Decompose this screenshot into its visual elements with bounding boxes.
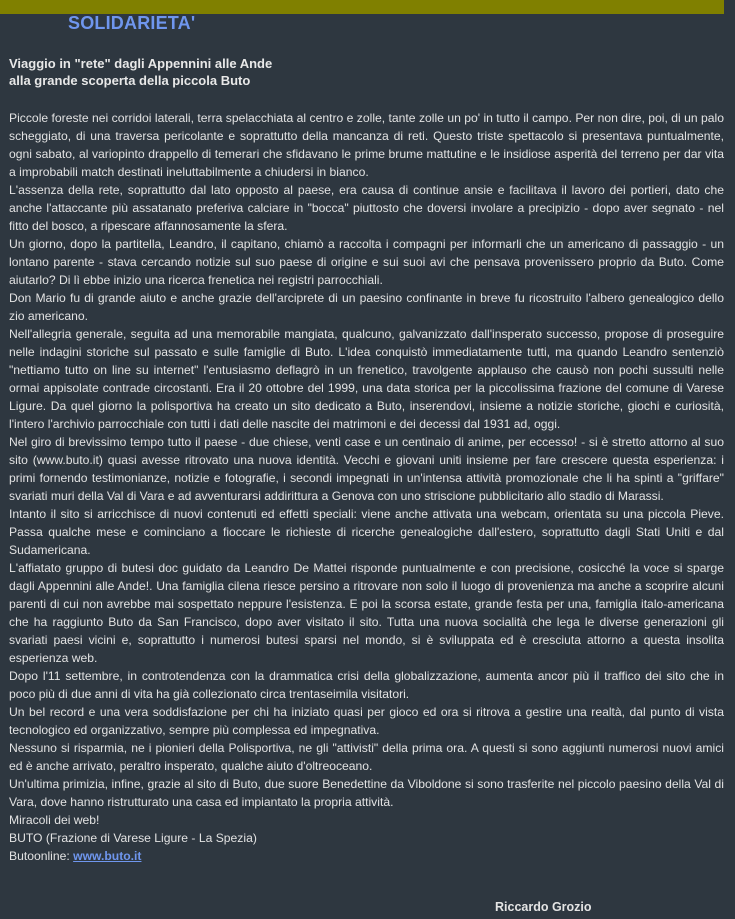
article-paragraph: Intanto il sito si arricchisce di nuovi contenuti ed effetti speciali: viene anche attivata una webcam, orientata su una piccola Pieve. Passa qualche mese e cominciano a fioccare le richieste di ricerche genealogiche dall'estero, soprattutto dagli Stati Uniti e dal Sudamericana.: [9, 507, 724, 557]
location-line: BUTO (Frazione di Varese Ligure - La Spezia): [9, 831, 257, 845]
article-paragraph: Nessuno si risparmia, ne i pionieri della Polisportiva, ne gli "attivisti" della prima ora. A questi si sono aggiunti numerosi nuovi amici ed è anche arrivato, peraltro insperato, qualche aiuto d'oltreoceano.: [9, 741, 724, 773]
online-line: [9, 847, 724, 865]
buto-website-link[interactable]: www.buto.it: [73, 849, 142, 863]
page-title: SOLIDARIETA': [68, 13, 196, 33]
article-paragraph: L'assenza della rete, soprattutto dal lato opposto al paese, era causa di continue ansie e facilitava il lavoro dei portieri, dato che anche l'attaccante più assatanato preferiva calciare in "bocca" piuttosto che doversi involare a precipizio - dopo aver segnato - nel fitto del bosco, a ripescare affannosamente la sfera.: [9, 183, 724, 233]
article-paragraph: Dopo l'11 settembre, in controtendenza con la drammatica crisi della globalizzazione, aumenta ancor più il traffico dei sito che in poco più di due anni di vita ha già collezionato circa trentaseimila visitatori.: [9, 669, 724, 701]
article-paragraph: Un'ultima primizia, infine, grazie al sito di Buto, due suore Benedettine da Viboldone si sono trasferite nel piccolo paesino della Val di Vara, dove hanno ristrutturato una casa ed impiantato la propria attività.: [9, 777, 724, 809]
closing-line: Miracoli dei web!: [9, 813, 100, 827]
header-bar: [0, 0, 724, 14]
online-label: Butoonline:: [9, 849, 74, 863]
author-name: Riccardo Grozio: [495, 900, 592, 914]
article-subtitle: [9, 55, 272, 89]
article-paragraph: Un bel record e una vera soddisfazione per chi ha iniziato quasi per gioco ed ora si ritrova a gestire una realtà, dal punto di vista tecnologico ed organizzativo, sempre più complessa ed impegnativa.: [9, 705, 724, 737]
article-paragraph: Piccole foreste nei corridoi laterali, terra spelacchiata al centro e zolle, tante zolle un po' in tutto il campo. Per non dire, poi, di un palo scheggiato, di una traversa pericolante e soprattutto della mancanza di reti. Questo triste spettacolo si presentava puntualmente, ogni sabato, al variopinto drappello di temerari che sfidavano le prime brume mattutine e le insidiose asperità del terreno per dar vita a improbabili match destinati ineluttabilmente a chiudersi in bianco.: [9, 111, 724, 179]
article-paragraph: L'affiatato gruppo di butesi doc guidato da Leandro De Mattei risponde puntualmente e con precisione, cosicché la voce si sparge dagli Appennini alle Ande!. Una famiglia cilena riesce persino a ritrovare non solo il luogo di provenienza ma anche a scoprire alcuni parenti di cui non avrebbe mai sospettato neppure l'esistenza. E poi la scorsa estate, grande festa per una, famiglia italo-americana che ha raggiunto Buto da San Francisco, dopo aver visitato il sito. Tutta una nuova socialità che lega le diverse generazioni gli svariati paesi vicini e, soprattutto i numerosi butesi sparsi nel mondo, si è sviluppata ed è cresciuta attorno a questa insolita esperienza web.: [9, 561, 724, 665]
article-paragraph: Nel giro di brevissimo tempo tutto il paese - due chiese, venti case e un centinaio di anime, per eccesso! - si è stretto attorno al suo sito (www.buto.it) quasi avesse ritrovato una nuova identità. Vecchi e giovani uniti insieme per fare crescere questa esperienza: i primi fornendo testimonianze, notizie e fotografie, i secondi impegnati in un'intensa attività promozionale che li ha spinti a "griffare" svariati muri della Val di Vara e ad avventurarsi addirittura a Genova con uno striscione pubblicitario allo stadio di Marassi.: [9, 435, 724, 503]
article-paragraph: Don Mario fu di grande aiuto e anche grazie dell'arciprete di un paesino confinante in breve fu ricostruito l'albero genealogico dello zio americano.: [9, 291, 724, 323]
article-paragraph: Nell'allegria generale, seguita ad una memorabile mangiata, qualcuno, galvanizzato dall'insperato successo, propose di proseguire nelle indagini storiche sul passato e sulle famiglie di Buto. L'idea conquistò immediatamente tutti, ma quando Leandro sentenziò "nettiamo tutto on line su internet" l'entusiasmo deflagrò in un frenetico, travolgente applauso che causò non pochi sussulti nelle ormai appisolate contrade circostanti. Era il 20 ottobre del 1999, una data storica per la piccolissima frazione del comune di Varese Ligure. Da quel giorno la polisportiva ha creato un sito dedicato a Buto, inserendovi, insieme a notizie storiche, giochi e curiosità, l'intero l'archivio parrocchiale con tutti i dati delle nascite dei matrimoni e dei decessi dal 1931 ad, oggi.: [9, 327, 724, 431]
article-body: [9, 109, 724, 865]
subtitle-line-2: alla grande scoperta della piccola Buto: [9, 73, 251, 88]
subtitle-line-1: Viaggio in "rete" dagli Appennini alle Ande: [9, 56, 273, 71]
article-paragraph: Un giorno, dopo la partitella, Leandro, il capitano, chiamò a raccolta i compagni per informarli che un americano di passaggio - un lontano parente - stava cercando notizie sul suo paese di origine e sui suoi avi che pensava provenissero proprio da Buto. Come aiutarlo? Di lì ebbe inizio una ricerca frenetica nei registri parrocchiali.: [9, 237, 724, 287]
